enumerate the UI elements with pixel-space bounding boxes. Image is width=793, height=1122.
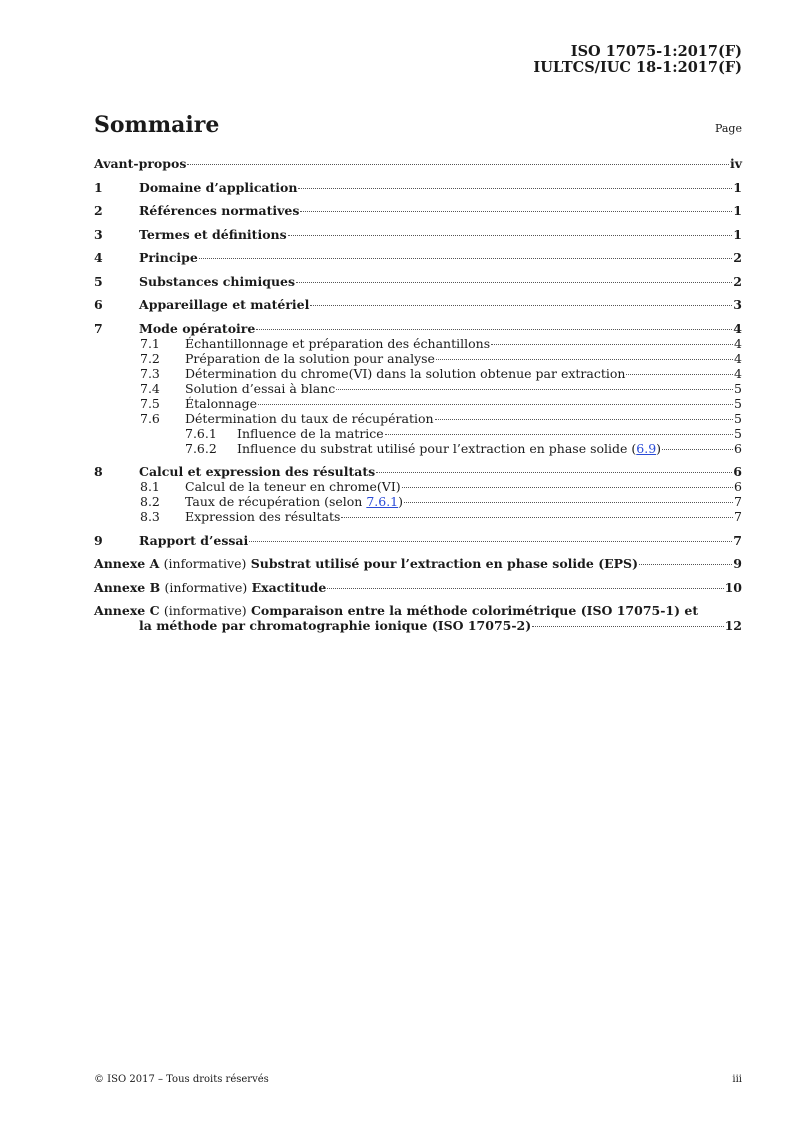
toc-entry-7-4[interactable] — [94, 381, 742, 396]
toc-number: 1 — [94, 179, 103, 195]
toc-entry-8-3[interactable] — [94, 509, 742, 524]
toc-entry-8-1[interactable] — [94, 479, 742, 494]
toc-entry-3[interactable] — [94, 227, 742, 242]
cross-reference-link[interactable]: 7.6.1 — [366, 494, 399, 509]
dot-leader — [256, 329, 732, 330]
toc-number: 7 — [94, 320, 103, 336]
toc-number: 7.4 — [140, 380, 160, 396]
toc-page: 1 — [733, 203, 742, 218]
toc-page: 4 — [734, 335, 742, 351]
toc-title: Calcul de la teneur en chrome(VI) — [185, 479, 401, 494]
toc-page: 6 — [734, 440, 742, 456]
dot-leader — [336, 389, 733, 390]
toc-number: 7.6 — [140, 410, 160, 426]
toc-title — [94, 603, 698, 618]
toc-entry-annex-c-cont[interactable] — [94, 618, 742, 633]
toc-number: 7.1 — [140, 335, 160, 351]
toc-title: Appareillage et matériel — [139, 297, 310, 312]
toc-page: 4 — [734, 365, 742, 381]
annex-title: Substrat utilisé pour l’extraction en phase solide (EPS) — [250, 556, 639, 571]
toc-number: 8.1 — [140, 479, 160, 494]
toc-entry-8[interactable] — [94, 464, 742, 479]
dot-leader — [296, 282, 732, 283]
toc-title: Calcul et expression des résultats — [139, 464, 376, 479]
dot-leader — [662, 449, 733, 450]
page-footer — [94, 1074, 742, 1085]
toc-number: 6 — [94, 297, 103, 312]
toc-entry-1[interactable] — [94, 180, 742, 195]
toc-number: 7.6.2 — [185, 440, 217, 456]
toc-page: 1 — [733, 179, 742, 195]
toc-entry-7-6[interactable] — [94, 411, 742, 426]
toc-entry-annex-b[interactable] — [94, 580, 742, 595]
annex-kind: (informative) — [164, 579, 248, 595]
toc-title: Rapport d’essai — [139, 532, 249, 548]
dot-leader — [327, 588, 723, 589]
toc-number: 9 — [94, 532, 103, 548]
toc-title: Échantillonnage et préparation des échantillons — [185, 335, 491, 351]
standard-number-iultcs: IULTCS/IUC 18-1:2017(F) — [533, 59, 742, 76]
dot-leader — [310, 305, 732, 306]
toc-entry-annex-c[interactable] — [94, 603, 742, 618]
toc-number: 7.2 — [140, 350, 160, 366]
dot-leader — [436, 359, 733, 360]
toc-title: Substances chimiques — [139, 273, 296, 289]
page-column-label: Page — [714, 122, 742, 135]
toc-entry-4[interactable] — [94, 250, 742, 265]
dot-leader — [298, 188, 732, 189]
toc-page: 1 — [733, 226, 742, 242]
cross-reference-link[interactable]: 6.9 — [636, 440, 657, 456]
toc-number: 7.3 — [140, 365, 160, 381]
toc-number: 3 — [94, 226, 103, 242]
toc-page: 4 — [734, 350, 742, 366]
toc-entry-7-3[interactable] — [94, 366, 742, 381]
toc-title — [94, 580, 326, 595]
toc-page: 2 — [733, 273, 742, 289]
toc-title: Termes et définitions — [139, 226, 287, 242]
toc-title: Avant-propos — [94, 156, 187, 171]
toc-title: Détermination du taux de récupération — [185, 410, 434, 426]
toc-entry-6[interactable] — [94, 297, 742, 312]
toc-page: 7 — [734, 494, 742, 509]
copyright-notice: © ISO 2017 – Tous droits réservés — [94, 1074, 269, 1085]
toc-entry-7-1[interactable] — [94, 336, 742, 351]
toc-page: 9 — [733, 556, 742, 571]
toc-page: 10 — [724, 579, 742, 595]
toc-entry-8-2[interactable] — [94, 494, 742, 509]
dot-leader — [639, 564, 732, 565]
toc-title: Étalonnage — [185, 395, 258, 411]
toc-title — [94, 556, 638, 571]
toc-page: 3 — [733, 297, 742, 312]
title-row — [94, 112, 742, 138]
toc-title-text: Taux de récupération (selon — [185, 494, 367, 509]
toc-number: 8 — [94, 464, 103, 479]
toc-title-text-end: ) — [656, 440, 662, 456]
toc-page: 12 — [724, 618, 742, 633]
toc-entry-7-5[interactable] — [94, 396, 742, 411]
dot-leader — [385, 434, 733, 435]
toc-page: 5 — [734, 395, 742, 411]
page-title: Sommaire — [94, 112, 220, 138]
toc-number: 4 — [94, 250, 103, 265]
toc-title — [237, 441, 661, 456]
toc-title: Détermination du chrome(VI) dans la solution obtenue par extraction — [185, 365, 626, 381]
toc-page: 7 — [734, 509, 742, 524]
toc-entry-7-6-2[interactable] — [94, 441, 742, 456]
toc-number: 7.6.1 — [185, 425, 217, 441]
toc-entry-7-2[interactable] — [94, 351, 742, 366]
annex-kind: (informative) — [163, 556, 247, 571]
toc-title-text-end: ) — [398, 494, 404, 509]
dot-leader — [626, 374, 733, 375]
toc-number: 2 — [94, 203, 103, 218]
toc-number: 7.5 — [140, 395, 160, 411]
toc-page: iv — [729, 156, 742, 171]
dot-leader — [199, 258, 732, 259]
toc-page: 7 — [733, 532, 742, 548]
toc-title: Domaine d’application — [139, 179, 298, 195]
dot-leader — [402, 487, 733, 488]
annex-title: Exactitude — [251, 579, 327, 595]
toc-page: 4 — [733, 320, 742, 336]
toc-title — [185, 494, 403, 509]
toc-title: Références normatives — [139, 203, 300, 218]
toc-entry-annex-a[interactable] — [94, 556, 742, 571]
toc-page: 5 — [734, 425, 742, 441]
annex-label: Annexe C — [94, 603, 160, 618]
dot-leader — [288, 235, 733, 236]
dot-leader — [341, 517, 733, 518]
toc-page: 2 — [733, 250, 742, 265]
toc-number: 8.3 — [140, 509, 160, 524]
table-of-contents — [94, 156, 742, 633]
toc-title: Influence de la matrice — [237, 425, 384, 441]
toc-title: Solution d’essai à blanc — [185, 380, 336, 396]
annex-label: Annexe B — [94, 579, 161, 595]
toc-entry-2[interactable] — [94, 203, 742, 218]
toc-entry-9[interactable] — [94, 533, 742, 548]
annex-kind: (informative) — [163, 603, 247, 618]
toc-title: Mode opératoire — [139, 320, 256, 336]
toc-entry-7[interactable] — [94, 321, 742, 336]
dot-leader — [187, 164, 729, 165]
dot-leader — [404, 502, 733, 503]
toc-page: 5 — [734, 380, 742, 396]
toc-number: 5 — [94, 273, 103, 289]
toc-page: 6 — [733, 464, 742, 479]
toc-number: 8.2 — [140, 494, 160, 509]
dot-leader — [491, 344, 733, 345]
annex-title-line1: Comparaison entre la méthode colorimétrique (ISO 17075-1) et — [250, 603, 699, 618]
dot-leader — [300, 211, 732, 212]
toc-title: Expression des résultats — [185, 509, 341, 524]
annex-label: Annexe A — [94, 556, 160, 571]
annex-title-line2: la méthode par chromatographie ionique (ISO 17075-2) — [139, 618, 532, 633]
page-number: iii — [732, 1074, 742, 1085]
toc-entry-5[interactable] — [94, 274, 742, 289]
toc-page: 5 — [734, 410, 742, 426]
toc-entry-7-6-1[interactable] — [94, 426, 742, 441]
toc-page: 6 — [734, 479, 742, 494]
toc-title-text: Influence du substrat utilisé pour l’extraction en phase solide ( — [237, 440, 637, 456]
dot-leader — [249, 541, 732, 542]
dot-leader — [258, 404, 733, 405]
dot-leader — [435, 419, 734, 420]
toc-title: Principe — [139, 250, 198, 265]
toc-title: Préparation de la solution pour analyse — [185, 350, 435, 366]
dot-leader — [376, 472, 732, 473]
toc-entry-avant-propos[interactable] — [94, 156, 742, 171]
standard-number: ISO 17075-1:2017(F) — [570, 43, 742, 60]
document-header — [533, 44, 742, 76]
dot-leader — [532, 626, 723, 627]
